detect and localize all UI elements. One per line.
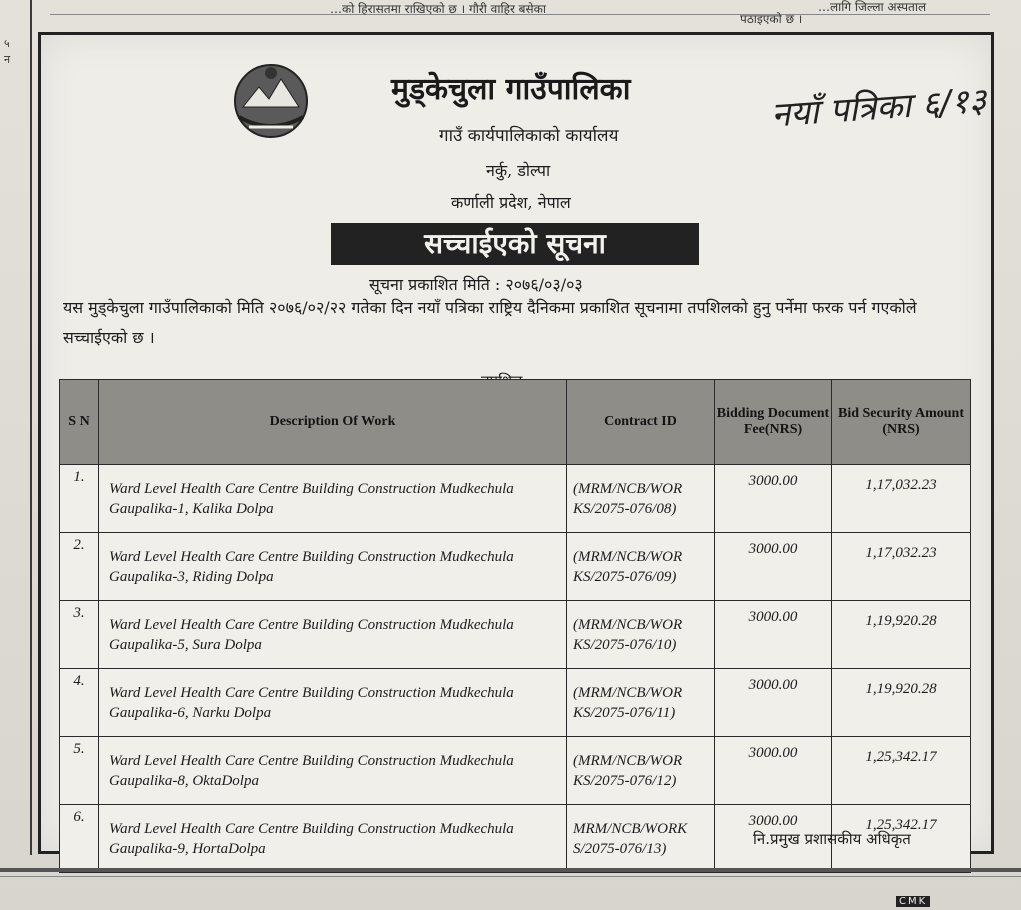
column-rule <box>30 0 32 855</box>
cell-security: 1,25,342.17 <box>832 805 971 873</box>
correction-notice <box>38 32 994 857</box>
bottom-rule-thin <box>0 876 1021 877</box>
cell-fee: 3000.00 <box>715 533 832 601</box>
cell-fee: 3000.00 <box>715 601 832 669</box>
previous-article-snippet-right: पठाइएको छ । <box>740 12 803 26</box>
left-margin-fragment: ५ <box>4 37 10 50</box>
notice-body: यस मुड्केचुला गाउँपालिकाको मिति २०७६/०२/२२ गतेका दिन नयाँ पत्रिका राष्ट्रिय दैनिकमा प्रकाशित सूचनामा तपशिलको हुनु पर्नेमा फरक पर्न गएकोले सच्चाईएको छ । <box>63 298 917 347</box>
cell-sn: 2. <box>60 533 99 601</box>
header-sn: S N <box>60 380 99 465</box>
cell-sn: 6. <box>60 805 99 873</box>
previous-article-snippet-right-top: …लागि जिल्ला अस्पताल <box>818 0 927 14</box>
table-row <box>60 737 971 805</box>
cell-security: 1,19,920.28 <box>832 669 971 737</box>
works-table <box>59 379 971 873</box>
cell-sn: 5. <box>60 737 99 805</box>
cell-description: Ward Level Health Care Centre Building Construction Mudkechula Gaupalika-3, Riding Dolpa <box>99 533 567 601</box>
header-description: Description Of Work <box>99 380 567 465</box>
cell-description: Ward Level Health Care Centre Building Construction Mudkechula Gaupalika-5, Sura Dolpa <box>99 601 567 669</box>
header-bid-security: Bid Security Amount (NRS) <box>832 380 971 465</box>
bottom-rule <box>0 868 1021 872</box>
cell-contract-id: (MRM/NCB/WOR KS/2075-076/12) <box>567 737 715 805</box>
cell-contract-id: MRM/NCB/WORK S/2075-076/13) <box>567 805 715 873</box>
cell-sn: 1. <box>60 465 99 533</box>
cell-security: 1,25,342.17 <box>832 737 971 805</box>
cell-sn: 4. <box>60 669 99 737</box>
handwritten-note: नयाँ पत्रिका ६/१३ <box>770 80 988 136</box>
cell-description: Ward Level Health Care Centre Building Construction Mudkechula Gaupalika-8, OktaDolpa <box>99 737 567 805</box>
cell-fee: 3000.00 <box>715 669 832 737</box>
cell-security: 1,19,920.28 <box>832 601 971 669</box>
header-bid-doc-fee: Bidding Document Fee(NRS) <box>715 380 832 465</box>
cell-sn: 3. <box>60 601 99 669</box>
cell-security: 1,17,032.23 <box>832 533 971 601</box>
nepal-emblem-icon <box>229 57 313 141</box>
table-row <box>60 465 971 533</box>
print-registration-mark: CMK <box>896 896 930 907</box>
table-row <box>60 533 971 601</box>
published-date: सूचना प्रकाशित मिति : २०७६/०३/०३ <box>369 275 583 294</box>
left-margin-fragment: न <box>4 53 11 66</box>
cell-description: Ward Level Health Care Centre Building Construction Mudkechula Gaupalika-1, Kalika Dolpa <box>99 465 567 533</box>
cell-description: Ward Level Health Care Centre Building Construction Mudkechula Gaupalika-9, HortaDolpa <box>99 805 567 873</box>
notice-title: सच्चाईएको सूचना <box>331 223 699 265</box>
cell-contract-id: (MRM/NCB/WOR KS/2075-076/10) <box>567 601 715 669</box>
cell-fee: 3000.00 <box>715 805 832 873</box>
cell-description: Ward Level Health Care Centre Building Construction Mudkechula Gaupalika-6, Narku Dolpa <box>99 669 567 737</box>
cell-contract-id: (MRM/NCB/WOR KS/2075-076/08) <box>567 465 715 533</box>
cell-contract-id: (MRM/NCB/WOR KS/2075-076/09) <box>567 533 715 601</box>
previous-article-snippet: …को हिरासतमा राखिएको छ । गौरी वाहिर बसेका <box>330 2 546 16</box>
table-header-row <box>60 380 971 465</box>
org-title: मुड्केचुला गाउँपालिका <box>391 72 631 107</box>
cell-security: 1,17,032.23 <box>832 465 971 533</box>
location: नर्कु, डोल्पा <box>486 161 551 180</box>
header-contract-id: Contract ID <box>567 380 715 465</box>
signature-designation: नि.प्रमुख प्रशासकीय अधिकृत <box>753 830 911 848</box>
office-name: गाउँ कार्यपालिकाको कार्यालय <box>439 126 619 146</box>
province: कर्णाली प्रदेश, नेपाल <box>451 193 571 212</box>
cell-contract-id: (MRM/NCB/WOR KS/2075-076/11) <box>567 669 715 737</box>
table-row <box>60 669 971 737</box>
table-row <box>60 601 971 669</box>
cell-fee: 3000.00 <box>715 465 832 533</box>
cell-fee: 3000.00 <box>715 737 832 805</box>
